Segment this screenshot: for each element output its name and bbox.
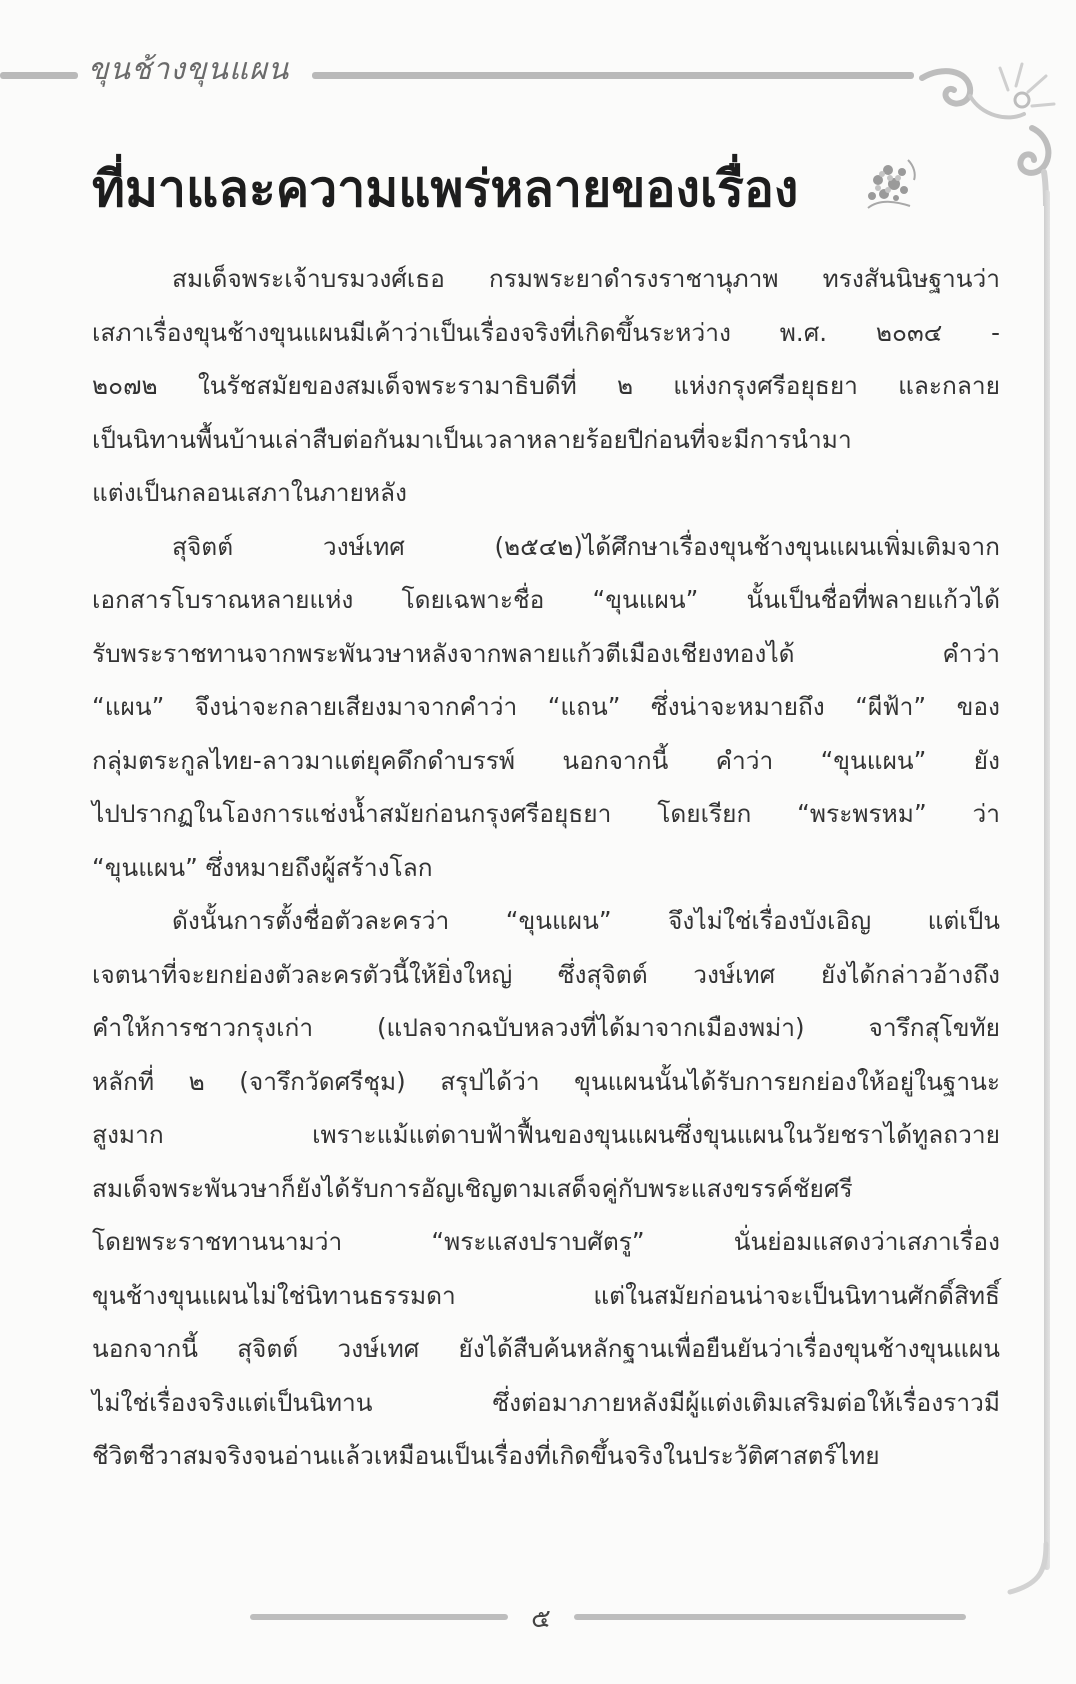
text-line: เป็นนิทานพื้นบ้านเล่าสืบต่อกันมาเป็นเวลาหลายร้อยปีก่อนที่จะมีการนำมา (92, 424, 852, 454)
text-line: แต่งเป็นกลอนเสภาในภายหลัง (92, 478, 407, 507)
page-title: ที่มาและความแพร่หลายของเรื่อง (92, 160, 799, 218)
footer-rule-right (574, 1614, 966, 1620)
text-line: ไม่ใช่เรื่องจริงแต่เป็นนิทาน ซึ่งต่อมาภายหลังมีผู้แต่งเติมเสริมต่อให้เรื่องราวมี (92, 1387, 1000, 1417)
page-frame-right (1044, 190, 1050, 1570)
header-rule-left (0, 72, 78, 79)
header-rule-right (312, 72, 914, 79)
text-line: นอกจากนี้ สุจิตต์ วงษ์เทศ ยังได้สืบค้นหลักฐานเพื่อยืนยันว่าเรื่องขุนช้างขุนแผน (92, 1334, 1000, 1363)
text-line: สูงมาก เพราะแม้แต่ดาบฟ้าฟื้นของขุนแผนซึ่งขุนแผนในวัยชราได้ทูลถวาย (92, 1120, 1000, 1149)
text-line: ๒๐๗๒ ในรัชสมัยของสมเด็จพระรามาธิบดีที่ ๒ แห่งกรุงศรีอยุธยา และกลาย (92, 371, 1000, 400)
paragraph-1 (92, 252, 1000, 520)
footer-rule-left (250, 1614, 508, 1620)
body-text (92, 252, 1000, 1483)
text-line: โดยพระราชทานนามว่า “พระแสงปราบศัตรู” นั่นย่อมแสดงว่าเสภาเรื่อง (92, 1227, 1000, 1256)
text-line: ขุนช้างขุนแผนไม่ใช่นิทานธรรมดา แต่ในสมัยก่อนน่าจะเป็นนิทานศักดิ์สิทธิ์ (92, 1280, 1000, 1310)
text-line: เอกสารโบราณหลายแห่ง โดยเฉพาะชื่อ “ขุนแผน” นั้นเป็นชื่อที่พลายแก้วได้ (92, 585, 1000, 614)
text-line: “แผน” จึงน่าจะกลายเสียงมาจากคำว่า “แถน” ซึ่งน่าจะหมายถึง “ผีฟ้า” ของ (92, 692, 1000, 721)
text-line: ชีวิตชีวาสมจริงจนอ่านแล้วเหมือนเป็นเรื่องที่เกิดขึ้นจริงในประวัติศาสตร์ไทย (92, 1441, 880, 1470)
paragraph-3 (92, 894, 1000, 1483)
text-line: เสภาเรื่องขุนช้างขุนแผนมีเค้าว่าเป็นเรื่องจริงที่เกิดขึ้นระหว่าง พ.ศ. ๒๐๓๔ - (92, 317, 1000, 347)
text-line: สมเด็จพระเจ้าบรมวงศ์เธอ กรมพระยาดำรงราชานุภาพ ทรงสันนิษฐานว่า (172, 264, 1000, 293)
text-line: หลักที่ ๒ (จารึกวัดศรีชุม) สรุปได้ว่า ขุนแผนนั้นได้รับการยกย่องให้อยู่ในฐานะ (92, 1066, 1000, 1096)
corner-flourish-icon (912, 56, 1062, 206)
page-number: ๕ (531, 1604, 551, 1634)
text-line: สุจิตต์ วงษ์เทศ (๒๕๔๒)ได้ศึกษาเรื่องขุนช้างขุนแผนเพิ่มเติมจาก (172, 531, 1000, 561)
text-line: สมเด็จพระพันวษาก็ยังได้รับการอัญเชิญตามเสด็จคู่กับพระแสงขรรค์ชัยศรี (92, 1173, 853, 1203)
text-line: ดังนั้นการตั้งชื่อตัวละครว่า “ขุนแผน” จึงไม่ใช่เรื่องบังเอิญ แต่เป็น (172, 906, 1000, 935)
running-title: ขุนช้างขุนแผน (88, 52, 290, 87)
floral-ornament-icon (858, 150, 922, 212)
text-line: “ขุนแผน” ซึ่งหมายถึงผู้สร้างโลก (92, 852, 433, 882)
text-line: รับพระราชทานจากพระพันวษาหลังจากพลายแก้วตีเมืองเชียงทองได้ คำว่า (92, 638, 1000, 668)
text-line: กลุ่มตระกูลไทย-ลาวมาแต่ยุคดึกดำบรรพ์ นอกจากนี้ คำว่า “ขุนแผน” ยัง (92, 745, 1000, 775)
text-line: ไปปรากฏในโองการแช่งน้ำสมัยก่อนกรุงศรีอยุธยา โดยเรียก “พระพรหม” ว่า (92, 799, 1000, 828)
text-line: คำให้การชาวกรุงเก่า (แปลจากฉบับหลวงที่ได้มาจากเมืองพม่า) จารึกสุโขทัย (92, 1013, 1000, 1042)
paragraph-2 (92, 520, 1000, 895)
frame-curl-icon (1000, 1540, 1060, 1600)
text-line: เจตนาที่จะยกย่องตัวละครตัวนี้ให้ยิ่งใหญ่ ซึ่งสุจิตต์ วงษ์เทศ ยังได้กล่าวอ้างถึง (92, 959, 1000, 989)
